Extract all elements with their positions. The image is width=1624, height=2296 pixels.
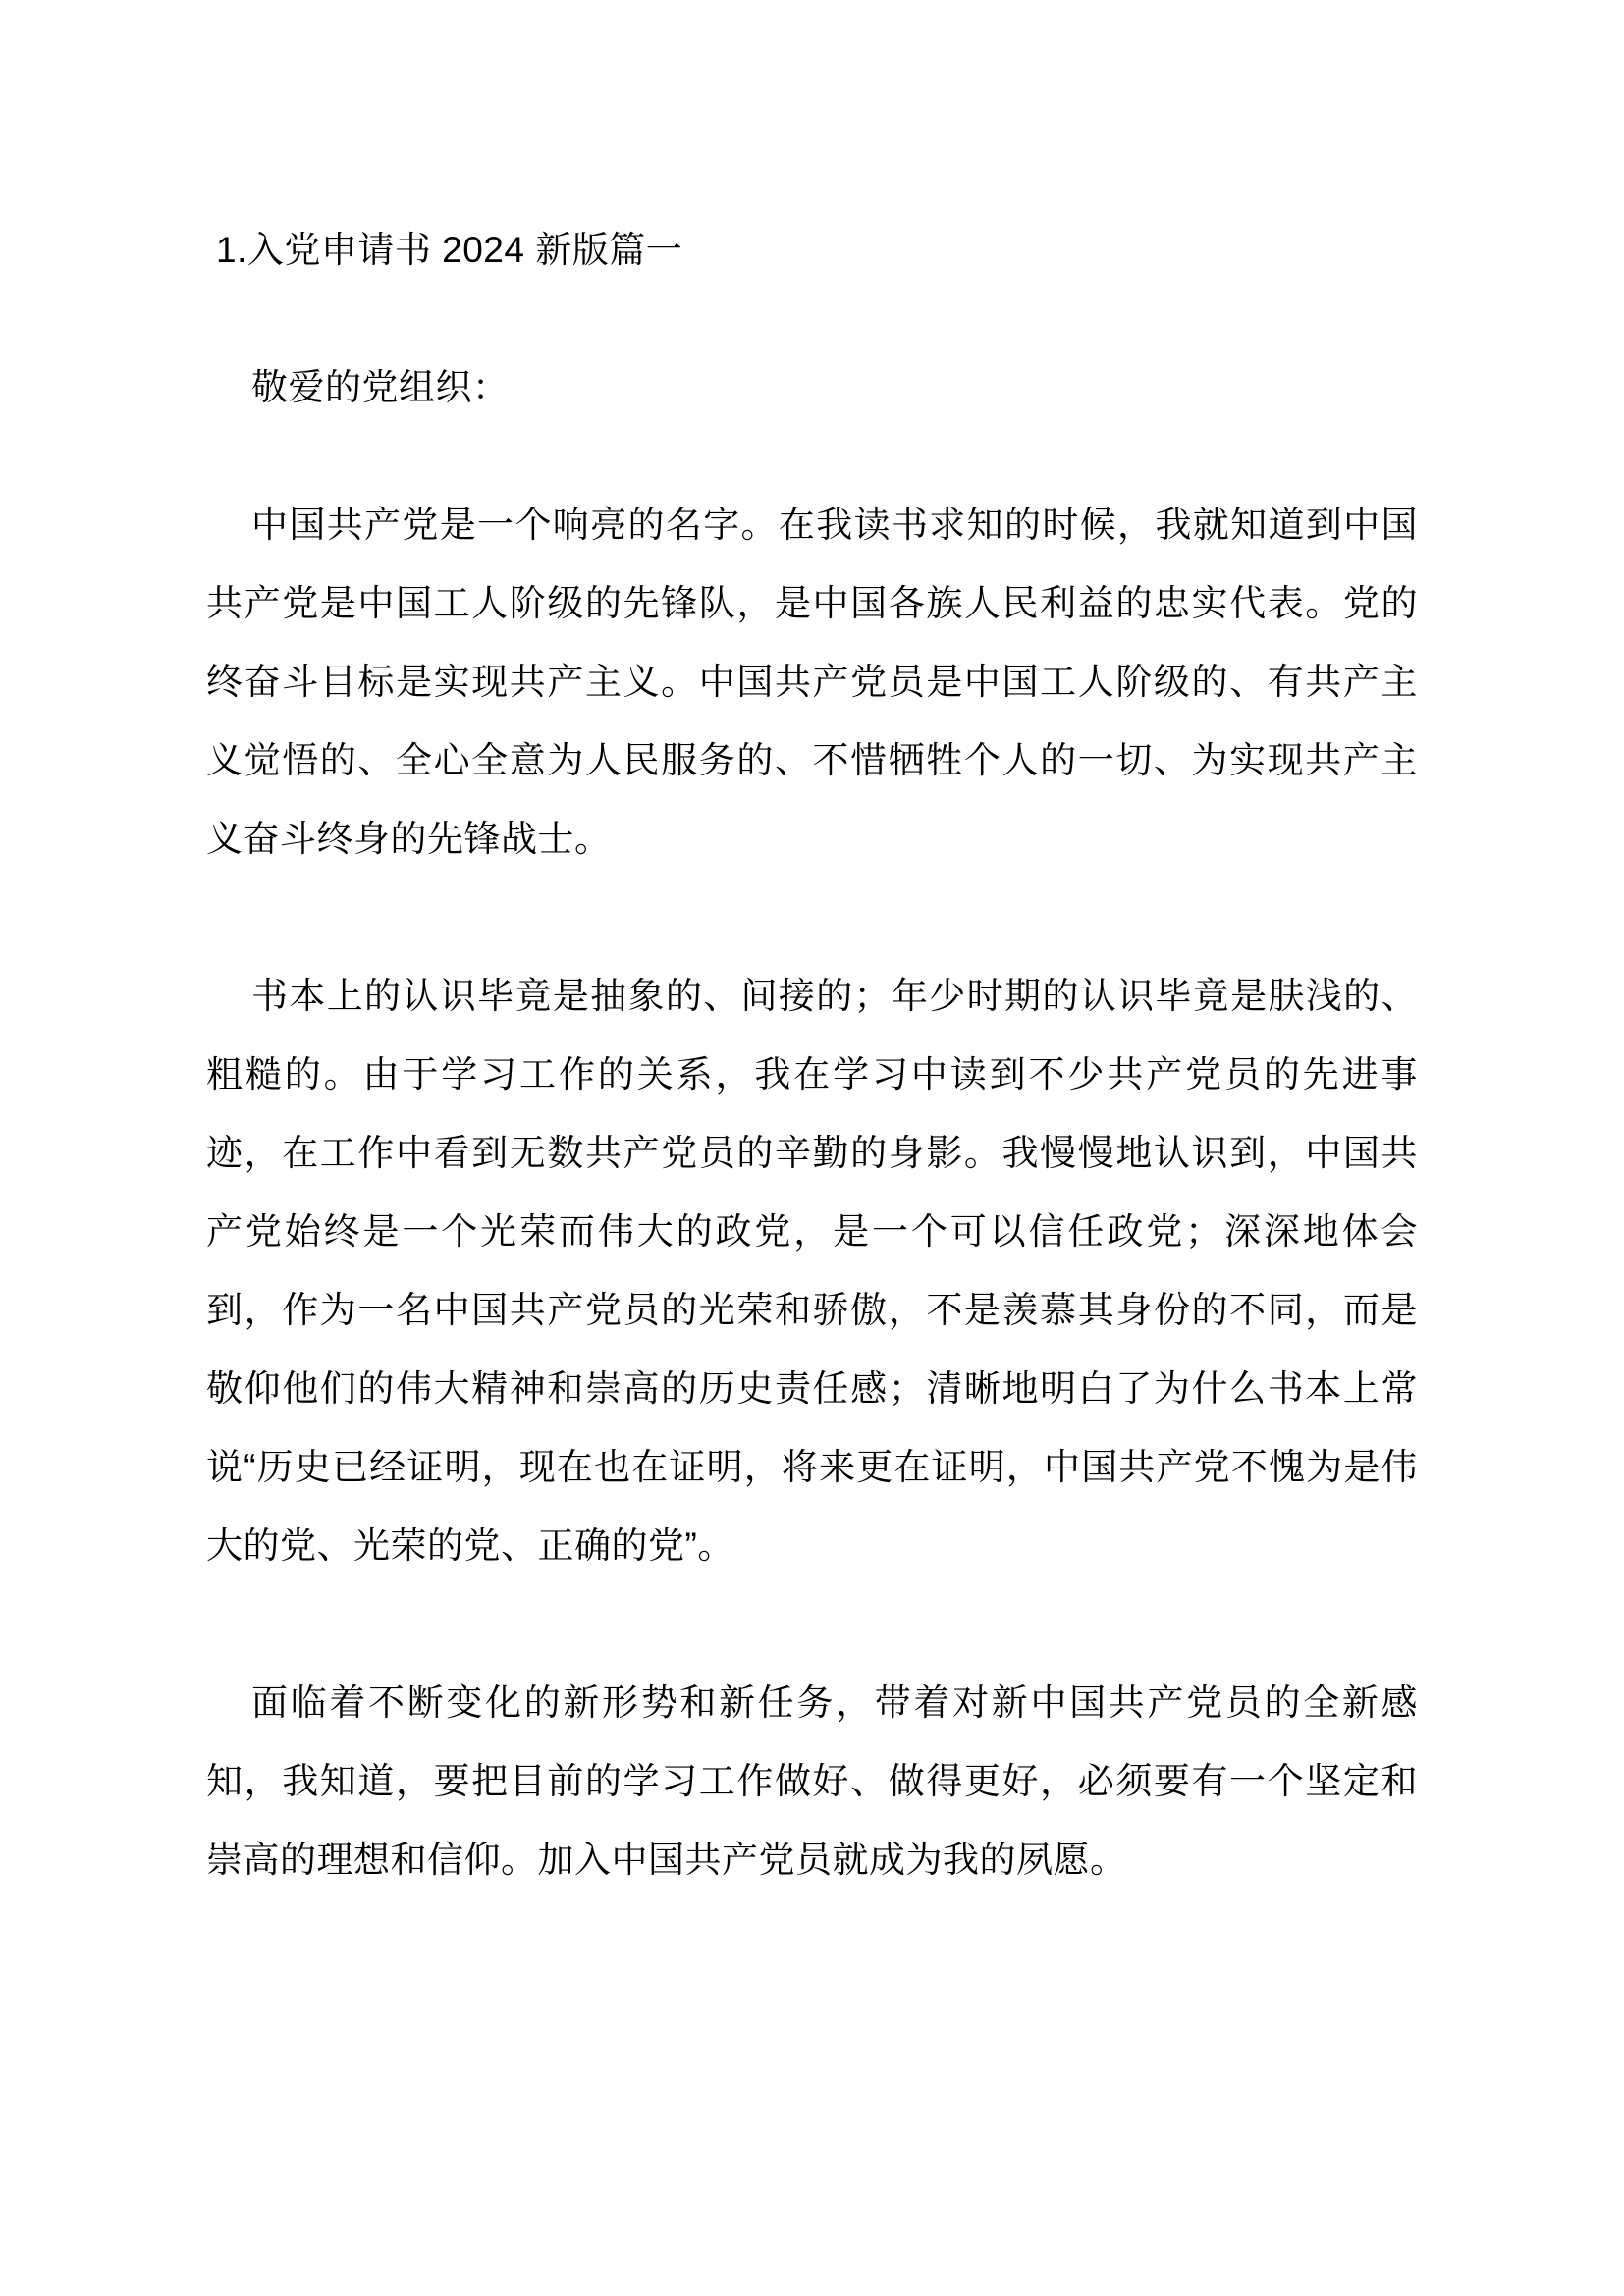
paragraph-2: 书本上的认识毕竟是抽象的、间接的；年少时期的认识毕竟是肤浅的、粗糙的。由于学习工作的关系，我在学习中读到不少共产党员的先进事迹，在工作中看到无数共产党员的辛勤的身影。我慢慢地认识到，中国共产党始终是一个光荣而伟大的政党，是一个可以信任政党；深深地体会到，作为一名中国共产党员的光荣和骄傲，不是羡慕其身份的不同，而是敬仰他们的伟大精神和崇高的历史责任感；清晰地明白了为什么书本上常说“历史已经证明，现在也在证明，将来更在证明，中国共产党不愧为是伟大的党、光荣的党、正确的党”。 (206, 976, 1418, 1566)
document-title: 1.入党申请书 2024 新版篇一 (216, 230, 683, 270)
paragraph-1: 中国共产党是一个响亮的名字。在我读书求知的时候，我就知道到中国共产党是中国工人阶级的先锋队，是中国各族人民利益的忠实代表。党的终奋斗目标是实现共产主义。中国共产党员是中国工人阶级的、有共产主义觉悟的、全心全意为人民服务的、不惜牺牲个人的一切、为实现共产主义奋斗终身的先锋战士。 (206, 505, 1418, 859)
paragraph-3: 面临着不断变化的新形势和新任务，带着对新中国共产党员的全新感知，我知道，要把目前的学习工作做好、做得更好，必须要有一个坚定和崇高的理想和信仰。加入中国共产党员就成为我的夙愿。 (206, 1682, 1418, 1880)
salutation-line: 敬爱的党组织： (251, 367, 510, 407)
